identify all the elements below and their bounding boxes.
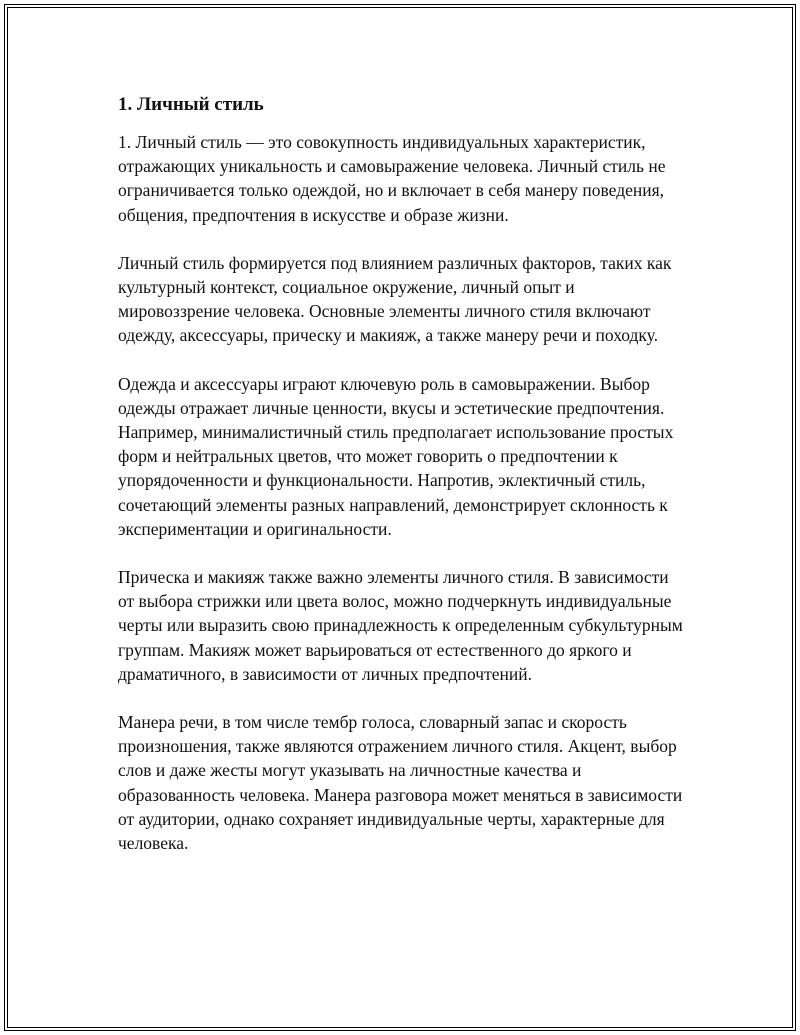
paragraph-speech: Манера речи, в том числе тембр голоса, словарный запас и скорость произношения, также являются отражением личного стиля. Акцент, выбор слов и даже жесты могут указывать на личностные качества и образованность человека. Манера разговора может меняться в зависимости от аудитории, однако сохраняет индивидуальные черты, характерные для человека. — [118, 712, 683, 854]
paragraph-hair-makeup: Прическа и макияж также важно элементы личного стиля. В зависимости от выбора стрижки или цвета волос, можно подчеркнуть индивидуальные черты или выразить свою принадлежность к определенным субкультурным группам. Макияж может варьироваться от естественного до яркого и драматичного, в зависимости от личных предпочтений. — [118, 567, 683, 684]
paragraph-formation: Личный стиль формируется под влиянием различных факторов, таких как культурный контекст, социальное окружение, личный опыт и мировоззрение человека. Основные элементы личного стиля включают одежду, аксессуары, прическу и макияж, а также манеру речи и походку. — [118, 252, 672, 346]
paragraph-definition: 1. Личный стиль — это совокупность индивидуальных характеристик, отражающих уникальность и самовыражение человека. Личный стиль не ограничивается только одеждой, но и включает в себя манеру поведения, общения, предпочтения в искусстве и образе жизни. — [118, 132, 666, 225]
document-body — [118, 92, 688, 879]
paragraph-clothing: Одежда и аксессуары играют ключевую роль в самовыражении. Выбор одежды отражает личные ценности, вкусы и эстетические предпочтения. Например, минималистичный стиль предполагает использование простых форм и нейтральных цветов, что может говорить о предпочтении к упорядоченности и функциональности. Напротив, эклектичный стиль, сочетающий элементы разных направлений, демонстрирует склонность к экспериментации и оригинальности. — [118, 373, 674, 539]
section-heading: 1. Личный стиль — [118, 94, 264, 115]
